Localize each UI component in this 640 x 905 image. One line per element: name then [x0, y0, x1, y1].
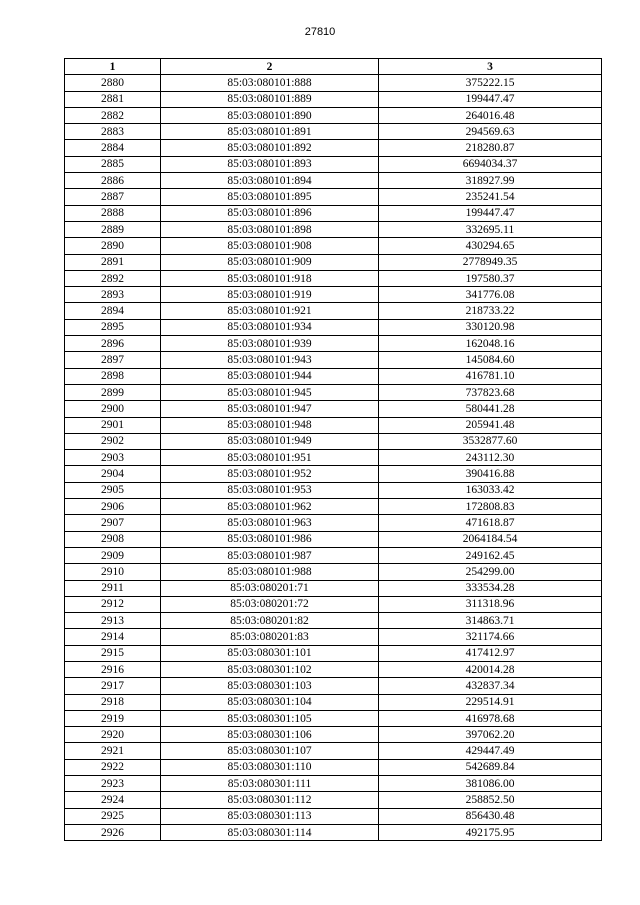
- data-table: [64, 58, 602, 841]
- table-row: [65, 270, 602, 286]
- row-number-cell: 2908: [65, 531, 161, 547]
- row-number-cell: 2903: [65, 450, 161, 466]
- cadastral-number-cell: 85:03:080301:106: [161, 727, 379, 743]
- table-row: [65, 645, 602, 661]
- row-number-cell: 2913: [65, 613, 161, 629]
- page-number: 27810: [304, 26, 336, 38]
- table-row: [65, 287, 602, 303]
- value-cell: 163033.42: [379, 482, 602, 498]
- row-number-cell: 2896: [65, 336, 161, 352]
- cadastral-number-cell: 85:03:080101:944: [161, 368, 379, 384]
- row-number-cell: 2893: [65, 287, 161, 303]
- cadastral-number-cell: 85:03:080301:101: [161, 645, 379, 661]
- row-number-cell: 2895: [65, 319, 161, 335]
- cadastral-number-cell: 85:03:080301:107: [161, 743, 379, 759]
- cadastral-number-cell: 85:03:080301:105: [161, 710, 379, 726]
- table-row: [65, 727, 602, 743]
- value-cell: 492175.95: [379, 824, 602, 840]
- cadastral-number-cell: 85:03:080101:908: [161, 238, 379, 254]
- cadastral-number-cell: 85:03:080301:111: [161, 776, 379, 792]
- row-number-cell: 2907: [65, 515, 161, 531]
- table-row: [65, 547, 602, 563]
- row-number-cell: 2886: [65, 173, 161, 189]
- value-cell: 341776.08: [379, 287, 602, 303]
- value-cell: 218280.87: [379, 140, 602, 156]
- table-row: [65, 433, 602, 449]
- table-row: [65, 254, 602, 270]
- table-header: [65, 59, 602, 75]
- table-row: [65, 189, 602, 205]
- cadastral-number-cell: 85:03:080101:962: [161, 499, 379, 515]
- value-cell: 258852.50: [379, 792, 602, 808]
- value-cell: 197580.37: [379, 270, 602, 286]
- table-row: [65, 613, 602, 629]
- value-cell: 580441.28: [379, 401, 602, 417]
- row-number-cell: 2902: [65, 433, 161, 449]
- table-row: [65, 661, 602, 677]
- cadastral-number-cell: 85:03:080301:110: [161, 759, 379, 775]
- table-row: [65, 824, 602, 840]
- cadastral-number-cell: 85:03:080201:82: [161, 613, 379, 629]
- cadastral-number-cell: 85:03:080301:103: [161, 678, 379, 694]
- row-number-cell: 2924: [65, 792, 161, 808]
- table-row: [65, 776, 602, 792]
- row-number-cell: 2904: [65, 466, 161, 482]
- cadastral-number-cell: 85:03:080101:987: [161, 547, 379, 563]
- value-cell: 333534.28: [379, 580, 602, 596]
- row-number-cell: 2922: [65, 759, 161, 775]
- cadastral-number-cell: 85:03:080201:83: [161, 629, 379, 645]
- table-row: [65, 75, 602, 91]
- row-number-cell: 2892: [65, 270, 161, 286]
- row-number-cell: 2881: [65, 91, 161, 107]
- cadastral-number-cell: 85:03:080101:921: [161, 303, 379, 319]
- table-row: [65, 792, 602, 808]
- row-number-cell: 2905: [65, 482, 161, 498]
- table-row: [65, 743, 602, 759]
- row-number-cell: 2900: [65, 401, 161, 417]
- row-number-cell: 2925: [65, 808, 161, 824]
- table-row: [65, 124, 602, 140]
- row-number-cell: 2917: [65, 678, 161, 694]
- row-number-cell: 2889: [65, 221, 161, 237]
- cadastral-number-cell: 85:03:080101:919: [161, 287, 379, 303]
- value-cell: 314863.71: [379, 613, 602, 629]
- value-cell: 332695.11: [379, 221, 602, 237]
- cadastral-number-cell: 85:03:080101:890: [161, 107, 379, 123]
- cadastral-number-cell: 85:03:080101:893: [161, 156, 379, 172]
- table-row: [65, 629, 602, 645]
- table-row: [65, 694, 602, 710]
- value-cell: 235241.54: [379, 189, 602, 205]
- cadastral-number-cell: 85:03:080101:949: [161, 433, 379, 449]
- value-cell: 416978.68: [379, 710, 602, 726]
- cadastral-number-cell: 85:03:080101:963: [161, 515, 379, 531]
- value-cell: 416781.10: [379, 368, 602, 384]
- cadastral-number-cell: 85:03:080101:888: [161, 75, 379, 91]
- row-number-cell: 2911: [65, 580, 161, 596]
- row-number-cell: 2897: [65, 352, 161, 368]
- value-cell: 381086.00: [379, 776, 602, 792]
- value-cell: 420014.28: [379, 661, 602, 677]
- table-row: [65, 205, 602, 221]
- value-cell: 321174.66: [379, 629, 602, 645]
- value-cell: 430294.65: [379, 238, 602, 254]
- value-cell: 330120.98: [379, 319, 602, 335]
- cadastral-number-cell: 85:03:080101:952: [161, 466, 379, 482]
- row-number-cell: 2885: [65, 156, 161, 172]
- value-cell: 199447.47: [379, 91, 602, 107]
- value-cell: 249162.45: [379, 547, 602, 563]
- value-cell: 205941.48: [379, 417, 602, 433]
- cadastral-number-cell: 85:03:080101:947: [161, 401, 379, 417]
- value-cell: 294569.63: [379, 124, 602, 140]
- cadastral-number-cell: 85:03:080101:953: [161, 482, 379, 498]
- value-cell: 737823.68: [379, 384, 602, 400]
- table-row: [65, 450, 602, 466]
- cadastral-number-cell: 85:03:080101:909: [161, 254, 379, 270]
- value-cell: 254299.00: [379, 564, 602, 580]
- value-cell: 417412.97: [379, 645, 602, 661]
- table-row: [65, 352, 602, 368]
- row-number-cell: 2906: [65, 499, 161, 515]
- cadastral-number-cell: 85:03:080101:988: [161, 564, 379, 580]
- table-row: [65, 319, 602, 335]
- row-number-cell: 2887: [65, 189, 161, 205]
- cadastral-number-cell: 85:03:080101:951: [161, 450, 379, 466]
- value-cell: 432837.34: [379, 678, 602, 694]
- cadastral-number-cell: 85:03:080201:71: [161, 580, 379, 596]
- cadastral-number-cell: 85:03:080101:895: [161, 189, 379, 205]
- table-row: [65, 173, 602, 189]
- table-row: [65, 336, 602, 352]
- row-number-cell: 2926: [65, 824, 161, 840]
- table-row: [65, 156, 602, 172]
- row-number-cell: 2914: [65, 629, 161, 645]
- value-cell: 471618.87: [379, 515, 602, 531]
- row-number-cell: 2894: [65, 303, 161, 319]
- table-row: [65, 303, 602, 319]
- row-number-cell: 2890: [65, 238, 161, 254]
- table-row: [65, 564, 602, 580]
- table-row: [65, 140, 602, 156]
- column-header-1: 1: [65, 59, 161, 75]
- row-number-cell: 2888: [65, 205, 161, 221]
- row-number-cell: 2909: [65, 547, 161, 563]
- table-row: [65, 91, 602, 107]
- value-cell: 390416.88: [379, 466, 602, 482]
- value-cell: 318927.99: [379, 173, 602, 189]
- value-cell: 2778949.35: [379, 254, 602, 270]
- table-row: [65, 384, 602, 400]
- row-number-cell: 2920: [65, 727, 161, 743]
- row-number-cell: 2916: [65, 661, 161, 677]
- row-number-cell: 2910: [65, 564, 161, 580]
- table-row: [65, 417, 602, 433]
- cadastral-number-cell: 85:03:080101:939: [161, 336, 379, 352]
- table-row: [65, 759, 602, 775]
- cadastral-number-cell: 85:03:080101:889: [161, 91, 379, 107]
- row-number-cell: 2921: [65, 743, 161, 759]
- table-row: [65, 107, 602, 123]
- row-number-cell: 2880: [65, 75, 161, 91]
- table-row: [65, 238, 602, 254]
- row-number-cell: 2918: [65, 694, 161, 710]
- row-number-cell: 2915: [65, 645, 161, 661]
- value-cell: 229514.91: [379, 694, 602, 710]
- table-row: [65, 499, 602, 515]
- table-row: [65, 808, 602, 824]
- value-cell: 218733.22: [379, 303, 602, 319]
- value-cell: 397062.20: [379, 727, 602, 743]
- table-row: [65, 368, 602, 384]
- column-header-2: 2: [161, 59, 379, 75]
- cadastral-number-cell: 85:03:080101:918: [161, 270, 379, 286]
- row-number-cell: 2898: [65, 368, 161, 384]
- cadastral-number-cell: 85:03:080101:945: [161, 384, 379, 400]
- value-cell: 429447.49: [379, 743, 602, 759]
- cadastral-number-cell: 85:03:080101:948: [161, 417, 379, 433]
- value-cell: 542689.84: [379, 759, 602, 775]
- value-cell: 264016.48: [379, 107, 602, 123]
- table-row: [65, 515, 602, 531]
- row-number-cell: 2884: [65, 140, 161, 156]
- cadastral-number-cell: 85:03:080101:943: [161, 352, 379, 368]
- row-number-cell: 2923: [65, 776, 161, 792]
- table-row: [65, 482, 602, 498]
- value-cell: 162048.16: [379, 336, 602, 352]
- cadastral-number-cell: 85:03:080101:894: [161, 173, 379, 189]
- value-cell: 243112.30: [379, 450, 602, 466]
- cadastral-number-cell: 85:03:080201:72: [161, 596, 379, 612]
- table-row: [65, 596, 602, 612]
- cadastral-number-cell: 85:03:080101:986: [161, 531, 379, 547]
- cadastral-number-cell: 85:03:080301:114: [161, 824, 379, 840]
- table-row: [65, 531, 602, 547]
- row-number-cell: 2891: [65, 254, 161, 270]
- row-number-cell: 2919: [65, 710, 161, 726]
- value-cell: 172808.83: [379, 499, 602, 515]
- cadastral-number-cell: 85:03:080101:934: [161, 319, 379, 335]
- header-row: [65, 59, 602, 75]
- value-cell: 2064184.54: [379, 531, 602, 547]
- cadastral-number-cell: 85:03:080301:113: [161, 808, 379, 824]
- cadastral-number-cell: 85:03:080101:898: [161, 221, 379, 237]
- cadastral-number-cell: 85:03:080101:891: [161, 124, 379, 140]
- cadastral-number-cell: 85:03:080301:104: [161, 694, 379, 710]
- value-cell: 375222.15: [379, 75, 602, 91]
- table-row: [65, 580, 602, 596]
- row-number-cell: 2882: [65, 107, 161, 123]
- cadastral-number-cell: 85:03:080301:102: [161, 661, 379, 677]
- row-number-cell: 2899: [65, 384, 161, 400]
- table-body: [65, 75, 602, 841]
- value-cell: 311318.96: [379, 596, 602, 612]
- value-cell: 856430.48: [379, 808, 602, 824]
- cadastral-number-cell: 85:03:080101:892: [161, 140, 379, 156]
- table-row: [65, 678, 602, 694]
- table-row: [65, 221, 602, 237]
- value-cell: 6694034.37: [379, 156, 602, 172]
- table-row: [65, 466, 602, 482]
- table-row: [65, 401, 602, 417]
- row-number-cell: 2912: [65, 596, 161, 612]
- column-header-3: 3: [379, 59, 602, 75]
- cadastral-number-cell: 85:03:080101:896: [161, 205, 379, 221]
- row-number-cell: 2901: [65, 417, 161, 433]
- row-number-cell: 2883: [65, 124, 161, 140]
- value-cell: 145084.60: [379, 352, 602, 368]
- table-row: [65, 710, 602, 726]
- value-cell: 3532877.60: [379, 433, 602, 449]
- value-cell: 199447.47: [379, 205, 602, 221]
- cadastral-number-cell: 85:03:080301:112: [161, 792, 379, 808]
